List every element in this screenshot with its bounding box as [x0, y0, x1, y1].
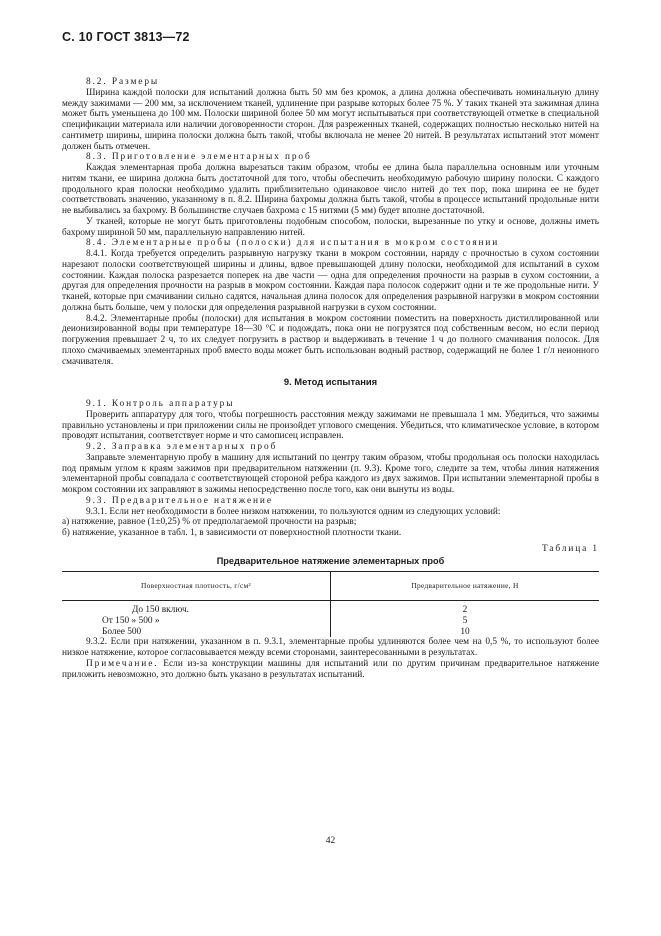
density-row-1: До 150 включ.: [132, 605, 190, 615]
subsection-9-2-title: 9.2. Заправка элементарных проб: [86, 442, 278, 452]
list-item-b: б) натяжение, указанное в табл. 1, в зависимости от поверхностной плотности ткани.: [62, 528, 402, 538]
paragraph-8-4-2: 8.4.2. Элементарные пробы (полоски) для испытания в мокром состоянии поместить на поверхность дистиллированной или деионизированной воды при температуре 18—30 °С и подождать, пока они не погрузятся под собственным весом, но если период погружения превышает 2 ч, то их следует погрузить в раствор и выдерживать в течение 1 ч до полного смачивания полосок. Для плохо смачиваемых элементарных проб вместо воды может быть использован водный раствор, содержащий не более 1 г/л неионного смачивателя.: [62, 313, 599, 367]
tension-row-1: 2: [462, 605, 468, 615]
list-item-a: а) натяжение, равное (1±0,25) % от предполагаемой прочности на разрыв;: [62, 517, 357, 528]
density-row-2: От 150 » 500 »: [102, 615, 160, 626]
table-cell-tension: [331, 601, 600, 638]
paragraph-8-4-1: 8.4.1. Когда требуется определить разрывную нагрузку ткани в мокром состоянии, наряду с прочностью в сухом состоянии нарезают полоски соответствующей ширины и длины, вдвое превышающей длину полоски, необходимой для испытаний в сухом состоянии. Каждая полоска разрезается поперек на две части — одна для определения прочности на разрыв в сухом состоянии, а другая для определения прочности на разрыв в мокром состоянии. Каждая пара полосок содержит одни и те же продольные нити. У тканей, которые при смачивании сильно садятся, начальная длина полосок для определения разрывной нагрузки в мокром состоянии должна быть больше, чем у полоски для определения разрывной нагрузки в сухом состоянии.: [62, 249, 599, 313]
tension-row-2: 5: [462, 615, 468, 626]
subsection-8-2-title: 8.2. Размеры: [86, 77, 160, 87]
paragraph-8-3-a: Каждая элементарная проба должна вырезаться таким образом, чтобы ее длина была параллельна основным или уточным нитям ткани, ее ширина должна быть достаточной для того, чтобы обеспечить необходимую рабочую ширину полоски. С каждого продольного края полоски необходимо удалить приблизительно одинаковое число нитей до тех пор, пока ширина ее не будет соответствовать значению, указанному в п. 8.2. Ширина бахромы должна быть такой, чтобы в процессе испытаний продольные нити не выбивались за бахрому. В большинстве случаев бахрома с 15 нитями (5 мм) будет вполне достаточной.: [62, 163, 599, 216]
subsection-9-1-title: 9.1. Контроль аппаратуры: [86, 399, 235, 409]
paragraph-8-3-b: У тканей, которые не могут быть приготовлены подобным способом, полоски, вырезанные по утку и основе, должны иметь бахрому шириной 50 мм, параллельную направлению нитей.: [62, 216, 599, 238]
paragraph-8-2: Ширина каждой полоски для испытаний должна быть 50 мм без кромок, а длина должна обеспечивать номинальную длину между зажимами — 200 мм, за исключением тканей, удлинение при разрыве которых более 75 %. У таких тканей эта зажимная длина может быть уменьшена до 100 мм. Полоски шириной более 50 мм могут испытываться при соответствующей отметке в специальной спецификации материала или наличии договоренности сторон. Для разреженных тканей, содержащих полностью несколько нитей на сантиметр ширины, ширина полоски должна быть такой, чтобы включала не менее 20 нитей. В результатах испытаний этот момент должен быть отмечен.: [62, 87, 599, 152]
page-header: С. 10 ГОСТ 3813—72: [62, 30, 190, 44]
table-header-tension: Предварительное натяжение, Н: [331, 572, 600, 601]
table-title: Предварительное натяжение элементарных проб: [216, 555, 445, 566]
section-9-title: 9. Метод испытания: [283, 376, 378, 388]
note-paragraph: [62, 659, 599, 681]
tension-row-3: 10: [460, 626, 470, 637]
subsection-8-4-title: 8.4. Элементарные пробы (полоски) для испытания в мокром состоянии: [86, 238, 500, 249]
paragraph-9-3-2: 9.3.2. Если при натяжении, указанном в п. 9.3.1, элементарные пробы удлиняются более чем на 0,5 %, то используют более низкое натяжение, которое согласовывается между всеми сторонами, заинтересованными в результатах.: [62, 637, 599, 658]
table-row: [62, 601, 599, 638]
table-cell-density: [62, 601, 331, 638]
paragraph-9-2: Заправьте элементарную пробу в машину для испытаний по центру таким образом, чтобы продольная ось полоски находилась под прямым углом к краям зажимов при предварительном натяжении (п. 9.3). Кроме того, следите за тем, чтобы линия натяжения элементарной пробы совпадала с соответствующей стороной ребра каждого из двух зажимов. При испытании элементарной пробы в мокром состоянии их заправляют в зажимы непосредственно после того, как они вынуты из воды.: [62, 452, 599, 495]
tension-table: [62, 571, 599, 637]
page-number: 42: [325, 836, 336, 846]
document-body: [62, 77, 599, 680]
subsection-8-3-title: 8.3. Приготовление элементарных проб: [86, 152, 312, 163]
table-label: Таблица 1: [541, 543, 599, 554]
note-text: Если из-за конструкции машины для испытаний или по другим причинам предварительное натяжение приложить невозможно, это должно быть указано в результатах испытаний.: [62, 658, 599, 680]
paragraph-9-1: Проверить аппаратуру для того, чтобы погрешность расстояния между зажимами не превышала 1 мм. Убедиться, что зажимы правильно установлены и при приложении силы не произойдет углового смещения. Убедиться, что климатическое условие, в котором проводят испытания, соответствует норме и что самописец исправлен.: [62, 409, 599, 442]
note-label: Примечание.: [86, 658, 159, 669]
subsection-9-3-title: 9.3. Предварительное натяжение: [86, 495, 273, 506]
table-header-density: Поверхностная плотность, г/см²: [62, 572, 331, 601]
paragraph-9-3-1: 9.3.1. Если нет необходимости в более низком натяжении, то пользуются одним из следующих условий:: [86, 506, 501, 517]
table-header-row: [62, 572, 599, 601]
density-row-3: Более 500: [102, 626, 142, 637]
